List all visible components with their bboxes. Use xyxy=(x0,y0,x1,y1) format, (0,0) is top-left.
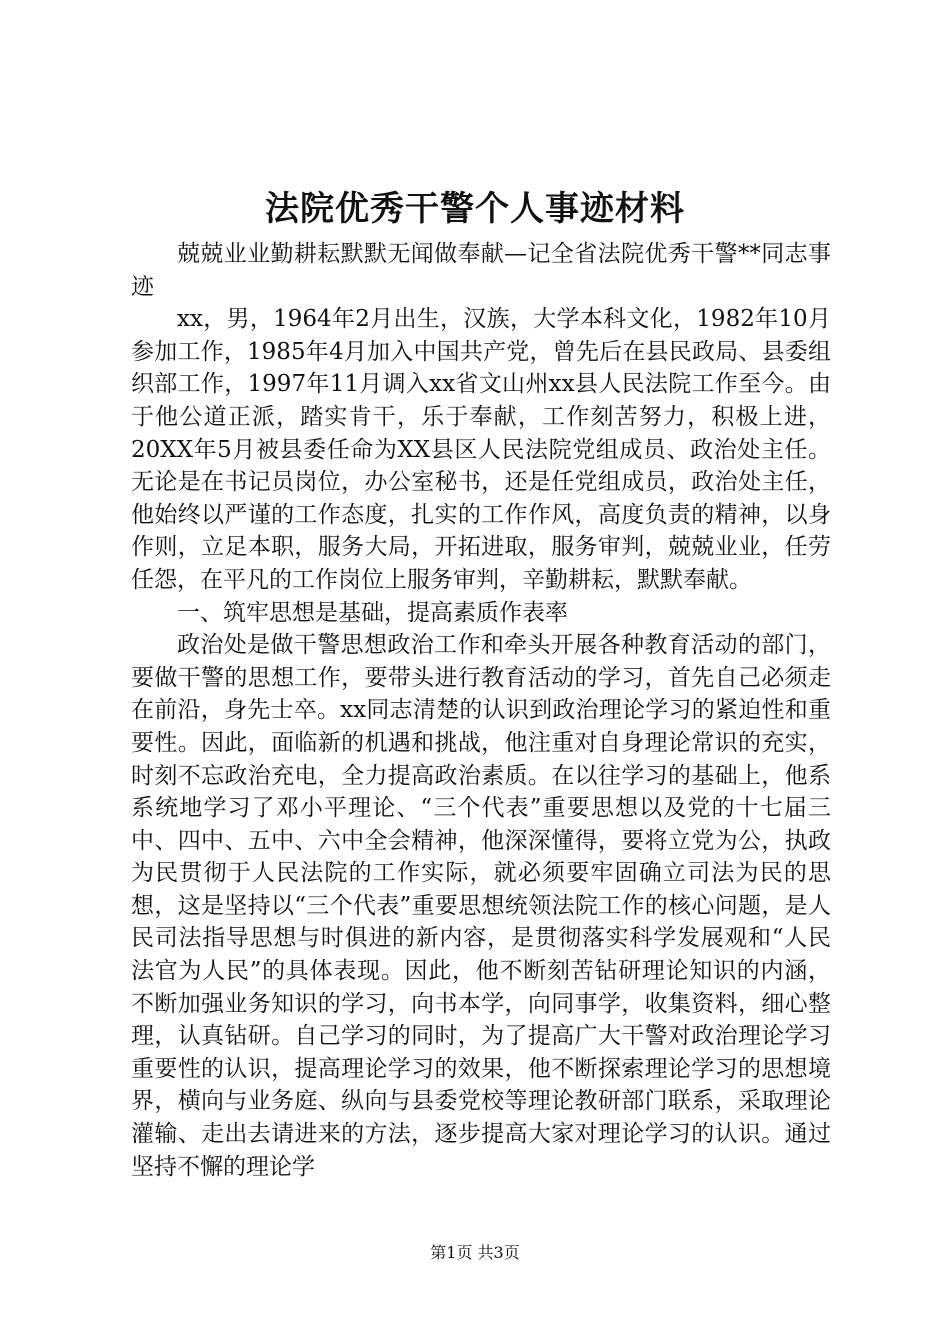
body-paragraph: 政治处是做干警思想政治工作和牵头开展各种教育活动的部门，要做干警的思想工作，要带头进行教育活动的学习，首先自己必须走在前沿，身先士卒。xx同志清楚的认识到政治理论学习的紧迫性和重要性。因此，面临新的机遇和挑战，他注重对自身理论常识的充实，时刻不忘政治充电，全力提高政治素质。在以往学习的基础上，他系系统地学习了邓小平理论、“三个代表”重要思想以及党的十七届三中、四中、五中、六中全会精神，他深深懂得，要将立党为公，执政为民贯彻于人民法院的工作实际，就必须要牢固确立司法为民的思想，这是坚持以“三个代表”重要思想统领法院工作的核心问题，是人民司法指导思想与时俱进的新内容，是贯彻落实科学发展观和“人民法官为人民”的具体表现。因此，他不断刻苦钻研理论知识的内涵，不断加强业务知识的学习，向书本学，向同事学，收集资料，细心整理，认真钻研。自己学习的同时，为了提高广大干警对政治理论学习重要性的认识，提高理论学习的效果，他不断探索理论学习的思想境界，横向与业务庭、纵向与县委党校等理论教研部门联系，采取理论灌输、走出去请进来的方法，逐步提高大家对理论学习的认识。通过坚持不懈的理论学 xyxy=(131,632,831,1180)
page-footer: 第1页 共3页 xyxy=(430,1243,520,1262)
document-body xyxy=(131,238,831,1183)
document-title: 法院优秀干警个人事迹材料 xyxy=(265,189,685,229)
section-heading: 一、筑牢思想是基础，提高素质作表率 xyxy=(177,599,568,626)
intro-paragraph: xx，男，1964年2月出生，汉族，大学本科文化，1982年10月参加工作，1985年4月加入中国共产党，曾先后在县民政局、县委组织部工作，1997年11月调入xx省文山州xx县人民法院工作至今。由于他公道正派，踏实肯干，乐于奉献，工作刻苦努力，积极上进，20XX年5月被县委任命为XX县区人民法院党组成员、政治处主任。无论是在书记员岗位，办公室秘书，还是任党组成员，政治处主任，他始终以严谨的工作态度，扎实的工作作风，高度负责的精神，以身作则，立足本职，服务大局，开拓进取，服务审判，兢兢业业，任劳任怨，在平凡的工作岗位上服务审判，辛勤耕耘，默默奉献。 xyxy=(131,306,831,593)
subtitle-paragraph: 兢兢业业勤耕耘默默无闻做奉献—记全省法院优秀干警**同志事迹 xyxy=(131,241,831,300)
